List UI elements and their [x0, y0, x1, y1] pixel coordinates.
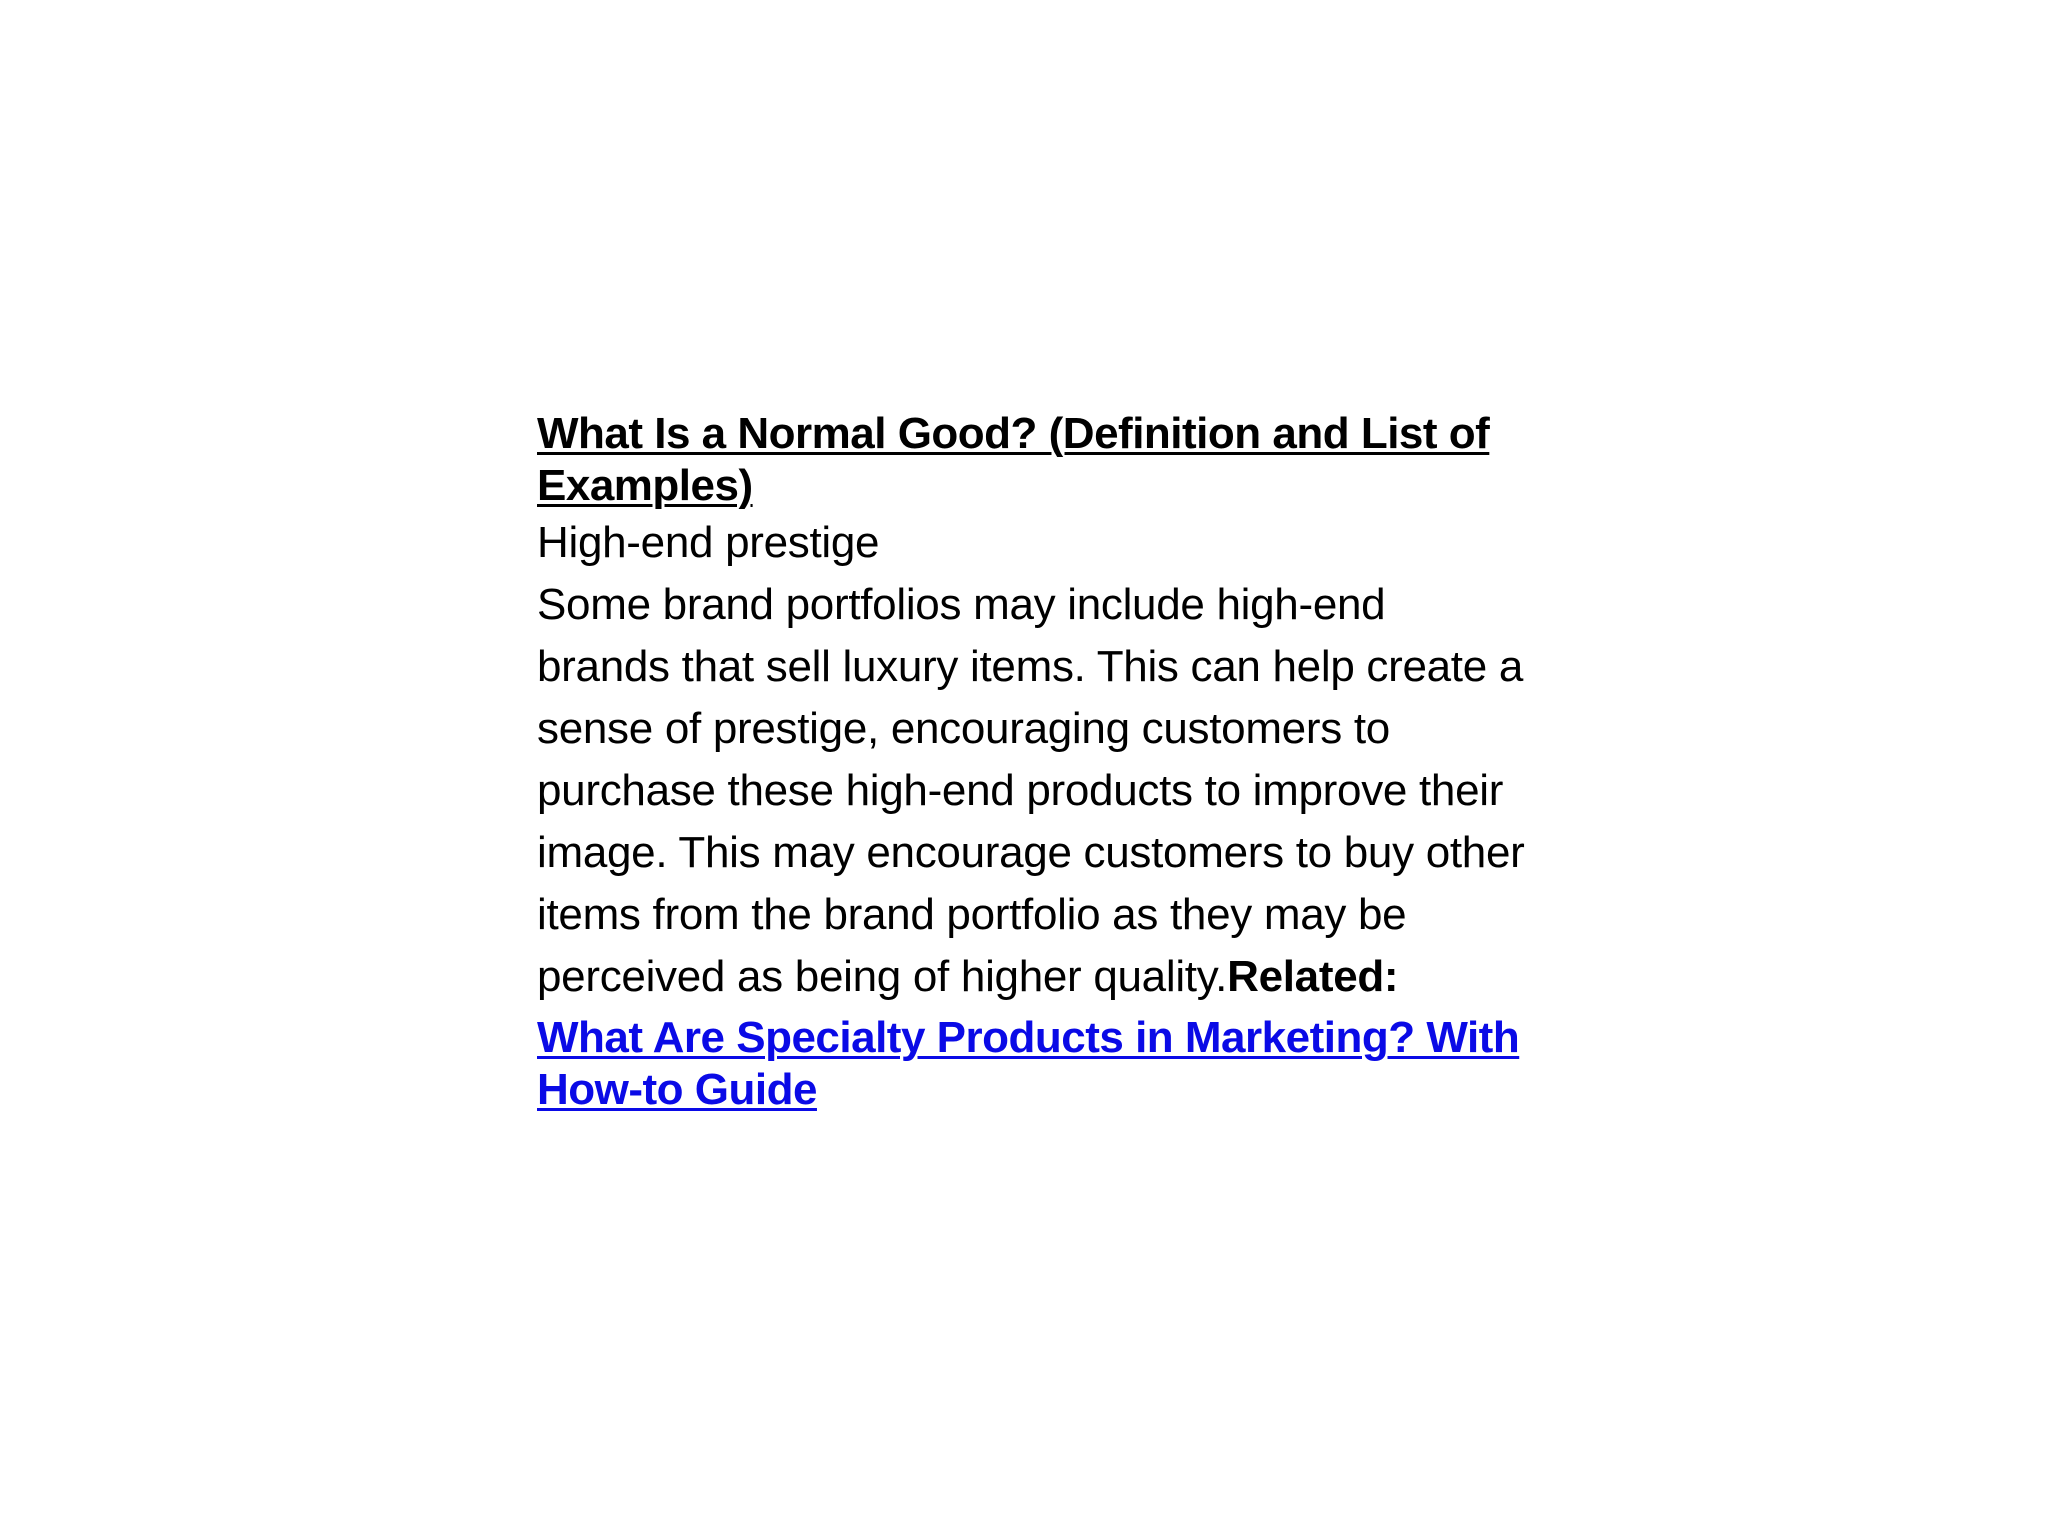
specialty-products-article-link[interactable]: What Are Specialty Products in Marketing? With How-to Guide: [537, 1013, 1520, 1114]
section-subheading: High-end prestige: [537, 518, 880, 567]
normal-good-article-link[interactable]: What Is a Normal Good? (Definition and List of Examples): [537, 409, 1490, 510]
related-label: Related:: [1227, 952, 1399, 1001]
section-paragraph: [537, 574, 1527, 1008]
paragraph-text: Some brand portfolios may include high-end brands that sell luxury items. This can help create a sense of prestige, encouraging customers to purchase these high-end products to improve their image. This may encourage customers to buy other items from the brand portfolio as they may be perceived as being of higher quality.: [537, 580, 1525, 1001]
article-content: [537, 408, 1527, 1116]
